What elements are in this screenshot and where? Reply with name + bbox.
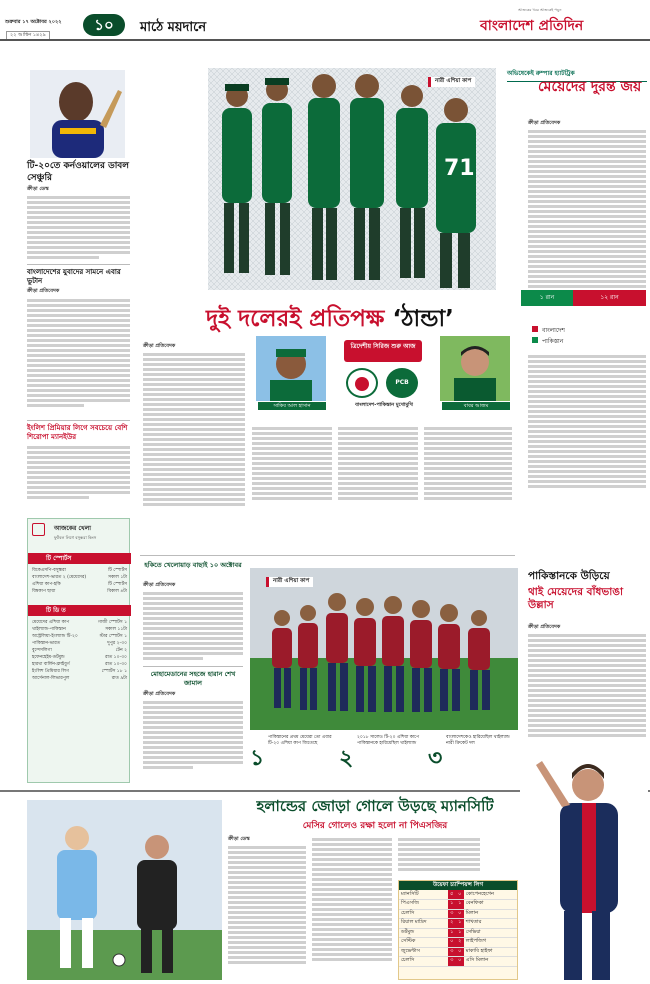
tv-guide-title: আজকের খেলা <box>54 525 91 532</box>
mohammedan-body <box>143 699 243 771</box>
banner-col2 <box>252 425 332 502</box>
series-badge: ত্রিদেশীয় সিরিজ শুরু আজ <box>344 340 422 362</box>
jersey-number: 71 <box>444 156 475 181</box>
tv-row: থাইল্যান্ড-পাকিস্তান সকাল ১১টা <box>32 627 127 632</box>
result-row: সেল্টিক ০ ২ লাইপজিগ <box>399 938 517 948</box>
thailand-team-photo <box>250 568 518 730</box>
page-number-text: ১০ <box>94 16 114 34</box>
legend-team1: বাংলাদেশ <box>532 325 642 336</box>
city-body-2 <box>312 836 392 963</box>
brand-logo: বাংলাদেশ প্রতিদিন <box>480 18 584 34</box>
banner-headline-a: দুই দলেরই প্রতিপক্ষ <box>206 306 385 332</box>
cornwall-image <box>30 70 125 158</box>
tv-guide <box>27 518 130 783</box>
shakib-photo <box>256 336 326 401</box>
fact-number: ৩ <box>428 746 443 771</box>
cornwall-body <box>27 194 130 261</box>
tv-row: বাংলাদেশ-ভারত ২ (মেয়েদের) সকাল ১টা <box>32 575 127 580</box>
babar-caption: বাবর আজম <box>442 402 510 410</box>
city-byline: ক্রীড়া ডেস্ক <box>228 836 250 842</box>
hero-body <box>528 128 646 305</box>
result-row: ডর্টমুন্ড ১ ১ সেভিয়া <box>399 928 517 938</box>
result-row: রিয়াল মাদ্রিদ ২ ১ শাখতার <box>399 919 517 929</box>
thai-headline-a: পাকিস্তানকে উড়িয়ে <box>528 570 610 582</box>
banner-col3 <box>338 425 418 502</box>
pcb-text: PCB <box>395 379 409 386</box>
banner-col1 <box>143 351 245 508</box>
score-red: ১২ রান <box>573 290 646 306</box>
messi-photo <box>520 745 648 980</box>
vs-caption: বাংলাদেশ-পাকিস্তান মুখোমুখি <box>355 402 413 408</box>
city-body-3 <box>398 836 480 873</box>
fact-text: ২০১৮ সালেও টি-২০ এশিয়া কাপে পাকিস্তানকে হারিয়েছিল থাইল্যান্ড <box>357 735 420 746</box>
messi-image <box>520 745 648 980</box>
tv-row: পাকিস্তান-ভারত দুপুর ২-৩০ <box>32 641 127 646</box>
banner-byline: ক্রীড়া প্রতিবেদক <box>143 343 176 349</box>
banner-headline-b: ‘ঠান্ডা’ <box>392 306 454 332</box>
ucl-table <box>398 880 518 980</box>
shakib-caption: সাকিব আল হাসান <box>258 402 326 410</box>
manu-body <box>27 444 130 501</box>
banner-headline <box>140 300 520 330</box>
haaland-image <box>27 800 222 980</box>
tsports-tag: টি স্পোর্টস <box>28 553 131 564</box>
legend-swatch-red <box>532 326 538 332</box>
facts-row <box>250 733 518 783</box>
ucl-results <box>399 890 517 967</box>
hattrick-label: অভিষেকেই রুম্পার হ্যাটট্রিক <box>507 68 647 82</box>
fact-number: ১ <box>250 746 265 771</box>
bcb-logo <box>346 368 378 398</box>
city-headline: হলান্ডের জোড়া গোলে উড়ছে ম্যানসিটি <box>256 797 494 815</box>
bhutan-byline: ক্রীড়া প্রতিবেদক <box>27 288 60 294</box>
hockey-headline: হকিতে খেলোয়াড় বাছাই ১০ অক্টোবর <box>144 561 242 569</box>
hero-tag: নারী এশিয়া কাপ <box>428 77 475 87</box>
cornwall-photo <box>30 70 125 158</box>
tv-row: ইংলিশ প্রিমিয়ার লিগ স্পোর্টস ১৮ ১ <box>32 669 127 674</box>
date-line: শুক্রবার ১৭ অক্টোবর ২০২২ <box>5 19 62 25</box>
bhutan-headline: বাংলাদেশের যুবাদের সামনে এবার ভুটান <box>27 268 121 285</box>
thai-headline-b: থাই মেয়েদের বাঁধভাঙা উল্লাস <box>528 586 624 611</box>
scorecard <box>528 353 646 490</box>
result-row: চেলসি ৩ ০ মিলান <box>399 909 517 919</box>
babar-photo <box>440 336 510 401</box>
players-box <box>252 336 514 418</box>
manu-headline: ইংলিশ প্রিমিয়ার লিগে সবচেয়ে বেশি শিরোপা ম্যানইউর <box>27 424 128 441</box>
thai-celebration-image <box>250 568 518 730</box>
section-title: মাঠে ময়দানে <box>140 20 207 35</box>
tv-row: আর্সেনাল-লিভারপুল রাত ৯টা <box>32 676 127 681</box>
tv-icon <box>32 523 45 536</box>
date-line-2: ২২ আশ্বিন ১৪২৯ <box>6 31 50 41</box>
pcb-logo <box>386 368 418 398</box>
legend-swatch-green <box>532 337 538 343</box>
page-number <box>83 14 125 36</box>
hockey-byline: ক্রীড়া প্রতিবেদক <box>143 582 176 588</box>
mohammedan-headline: মোহামেডানের সহজে হারান শেখ জামাল <box>150 670 236 687</box>
fact-item <box>250 733 339 783</box>
thai-byline: ক্রীড়া প্রতিবেদক <box>528 624 561 630</box>
haaland-photo <box>27 800 222 980</box>
tv-row: বিকেএসপি-বসুন্ধরা টি স্পোর্টস <box>32 568 127 573</box>
thai-tag: নারী এশিয়া কাপ <box>266 577 313 587</box>
result-row: জুভেন্টাস ৩ ০ মাকাবি হাইফা <box>399 947 517 957</box>
tv-row: বুন্দেসলিগা টেন ২ <box>32 648 127 653</box>
tv-row: হারথা বার্লিন-ফ্রাইবুর্গ রাত ১০-৩০ <box>32 662 127 667</box>
ucl-table-title: উয়েফা চ্যাম্পিয়ন্স লিগ <box>399 881 517 890</box>
hero-headline: মেয়েদের দুরন্ত জয় <box>538 79 642 95</box>
result-row: চেলসি ৩ ০ এসি মিলান <box>399 957 517 967</box>
tv-row: হফেনহেইম-ডর্টমুন্ড রাত ১০-৩০ <box>32 655 127 660</box>
bangladesh-team-photo <box>208 68 496 290</box>
result-row: ম্যানসিটি ৫ ০ কোপেনহেগেন <box>399 890 517 900</box>
masthead <box>0 0 650 40</box>
tv-row: বিশ্বকাপ ছায়া বিকাল ৪টা <box>32 589 127 594</box>
tv-row: এশিয়া কাপ-হকি টি স্পোর্টস <box>32 582 127 587</box>
fact-text: বাংলাদেশকেও হারিয়েছিল থাইল্যান্ড নারী ক্রিকেট দল <box>446 735 510 746</box>
hero-byline: ক্রীড়া প্রতিবেদক <box>528 120 561 126</box>
bhutan-body <box>27 297 130 409</box>
tdt-list <box>32 619 127 682</box>
legend-team2: পাকিস্তান <box>532 336 642 347</box>
tv-row: অস্ট্রেলিয়া-ইংল্যান্ড টি-২০ স্টার স্পোর্টস ১ <box>32 634 127 639</box>
cornwall-headline: টি-২০তে কর্নওয়ালের ডাবল সেঞ্চুরি <box>27 161 130 183</box>
score-strip <box>521 290 646 326</box>
tv-row: মেয়েদের এশিয়া কাপ গাজী স্পোর্টস ১ <box>32 620 127 625</box>
team-legend <box>532 325 642 347</box>
tv-note: ফুটবল লিগে বসুন্ধরা কিংস <box>54 535 97 540</box>
fact-item <box>339 733 428 783</box>
city-body-1 <box>228 844 306 966</box>
tsports-list <box>32 567 127 595</box>
mohammedan-byline: ক্রীড়া প্রতিবেদক <box>143 691 176 697</box>
cornwall-byline: ক্রীড়া ডেস্ক <box>27 186 49 192</box>
babar-image <box>440 336 510 401</box>
hockey-body <box>143 590 243 662</box>
psg-subheadline: মেসির গোলেও রক্ষা হলো না পিএসজির <box>302 821 448 831</box>
fact-item <box>428 733 518 783</box>
banner-col4 <box>424 425 512 502</box>
fact-text: পাকিস্তানের প্রথম মেয়েরা তো এবার টি-২০ এশিয়া কাপ জিতেছে <box>268 735 332 746</box>
shakib-image <box>256 336 326 401</box>
tdt-tag: টি ডি ত <box>28 605 131 616</box>
brand-tagline: আজকের খবর আজকেই পড়ুন <box>518 8 562 12</box>
result-row: পিএসজি ১ ১ বেনফিকা <box>399 900 517 910</box>
score-green: ১ রান <box>521 290 573 306</box>
fact-number: ২ <box>339 746 354 771</box>
bcb-tiger-icon <box>355 377 369 391</box>
thai-body <box>528 632 646 739</box>
